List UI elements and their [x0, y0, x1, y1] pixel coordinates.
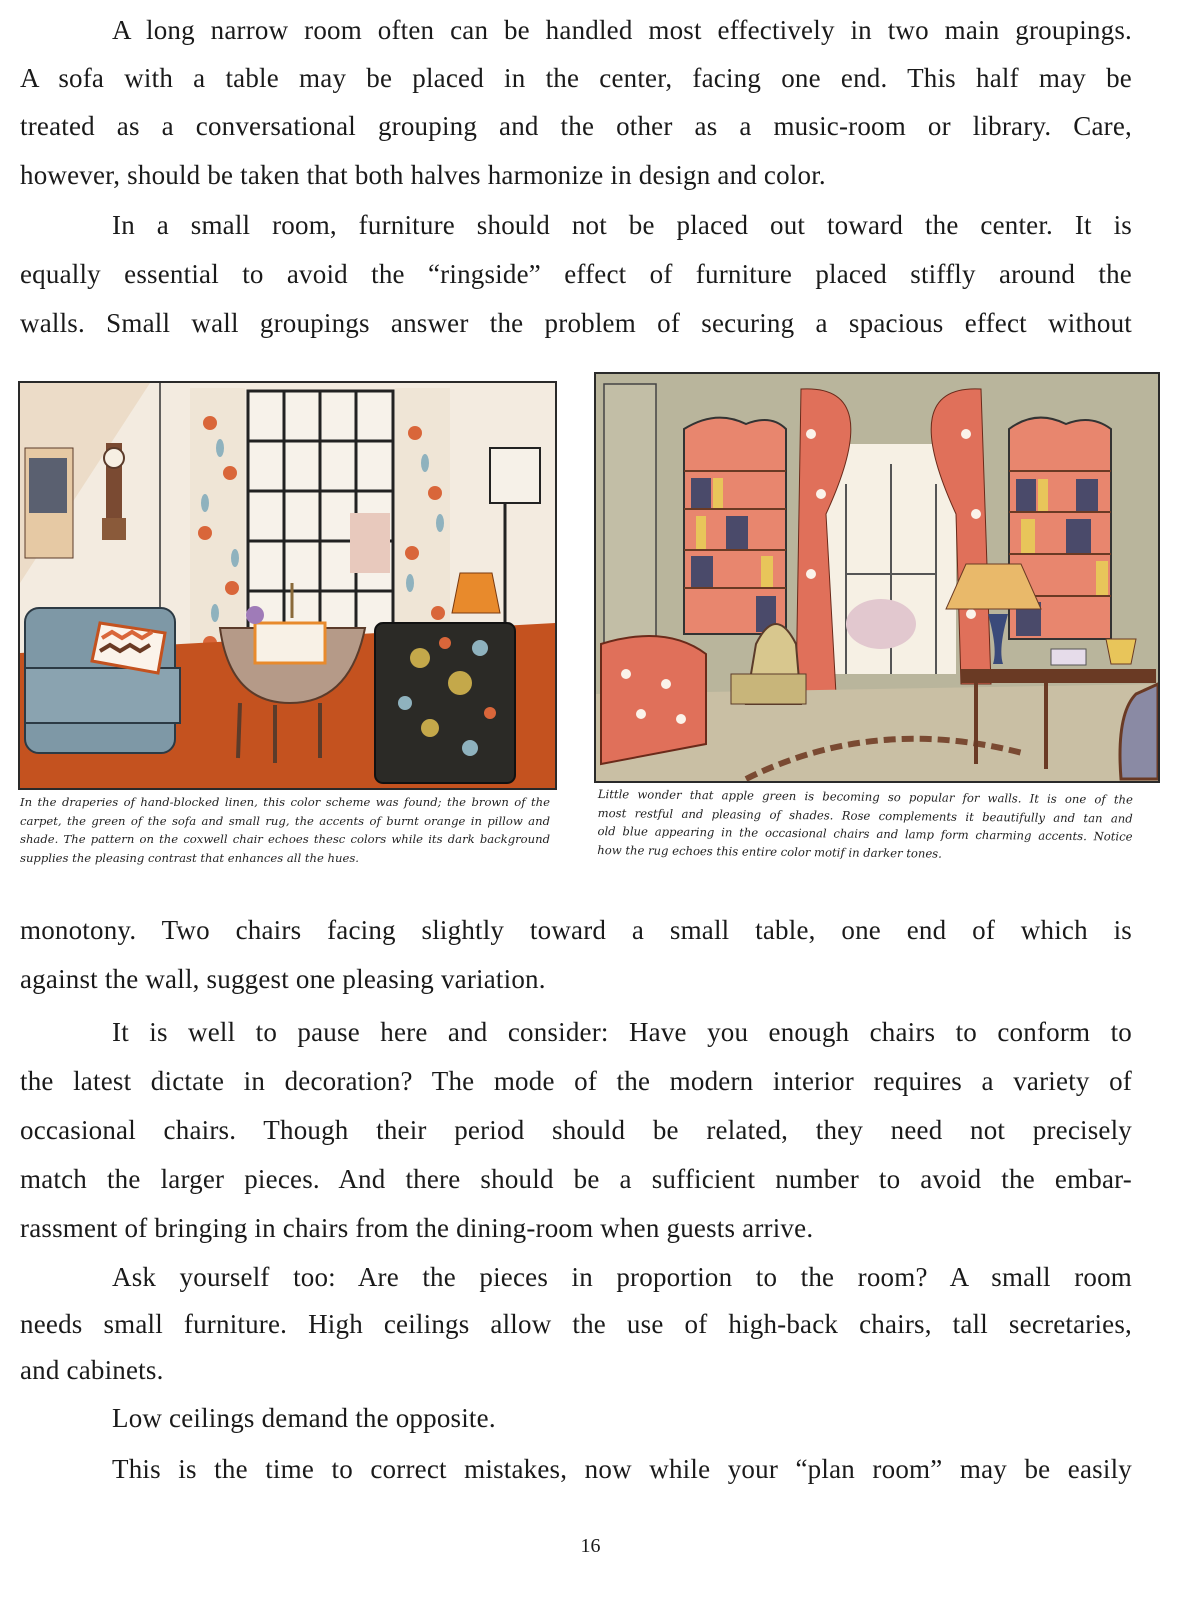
- text-line: treated as a conversational grouping and the other as a music-room or library. Care,: [20, 111, 1132, 141]
- text-line: against the wall, suggest one pleasing variation.: [20, 964, 546, 994]
- text-line: monotony. Two chairs facing slightly toward a small table, one end of which is: [20, 915, 1132, 945]
- text-line: the latest dictate in decoration? The mode of the modern interior requires a variety of: [20, 1066, 1132, 1096]
- text-line: equally essential to avoid the “ringside” effect of furniture placed stiffly around the: [20, 259, 1132, 289]
- text-line: however, should be taken that both halves harmonize in design and color.: [20, 160, 826, 190]
- caption-line: supplies the pleasing contrast that enhances all the hues.: [20, 850, 359, 865]
- left-figure-caption: [20, 793, 550, 867]
- text-line: This is the time to correct mistakes, now while your “plan room” may be easily: [112, 1454, 1132, 1484]
- text-line: A long narrow room often can be handled most effectively in two main groupings.: [112, 15, 1132, 45]
- text-line: A sofa with a table may be placed in the center, facing one end. This half may be: [20, 63, 1132, 93]
- text-line: walls. Small wall groupings answer the problem of securing a spacious effect without: [20, 308, 1132, 338]
- text-line: occasional chairs. Though their period should be related, they need not precisely: [20, 1115, 1132, 1145]
- caption-line: shade. The pattern on the coxwell chair echoes thesc colors while its dark background: [20, 832, 550, 846]
- right-figure-caption: [597, 785, 1133, 865]
- text-line: In a small room, furniture should not be placed out toward the center. It is: [112, 210, 1132, 240]
- text-line: and cabinets.: [20, 1355, 164, 1385]
- caption-line: In the draperies of hand-blocked linen, this color scheme was found; the brown of the: [20, 795, 550, 809]
- text-line: Ask yourself too: Are the pieces in proportion to the room? A small room: [112, 1262, 1132, 1292]
- left-illustration: [18, 381, 557, 790]
- text-line: rassment of bringing in chairs from the dining-room when guests arrive.: [20, 1213, 814, 1243]
- right-illustration: [594, 372, 1160, 783]
- caption-line: Little wonder that apple green is becoming so popular for walls. It is one of the: [597, 786, 1133, 807]
- text-line: It is well to pause here and consider: Have you enough chairs to conform to: [112, 1017, 1132, 1047]
- green-room-illustration-icon: [596, 374, 1158, 781]
- caption-line: old blue appearing in the occasional chairs and lamp form charming accents. Notice: [597, 823, 1133, 844]
- text-line: match the larger pieces. And there should be a sufficient number to avoid the embar-: [20, 1164, 1132, 1194]
- page-number: 16: [580, 1535, 601, 1557]
- text-line: Low ceilings demand the opposite.: [112, 1403, 496, 1433]
- text-line: needs small furniture. High ceilings allow the use of high-back chairs, tall secretaries,: [20, 1309, 1132, 1339]
- caption-line: how the rug echoes this entire color motif in darker tones.: [597, 842, 942, 861]
- caption-line: most restful and pleasing of shades. Rose complements it beautifully and tan and: [597, 805, 1133, 826]
- living-room-illustration-icon: [20, 383, 555, 788]
- caption-line: carpet, the green of the sofa and small rug, the accents of burnt orange in pillow and: [20, 813, 550, 828]
